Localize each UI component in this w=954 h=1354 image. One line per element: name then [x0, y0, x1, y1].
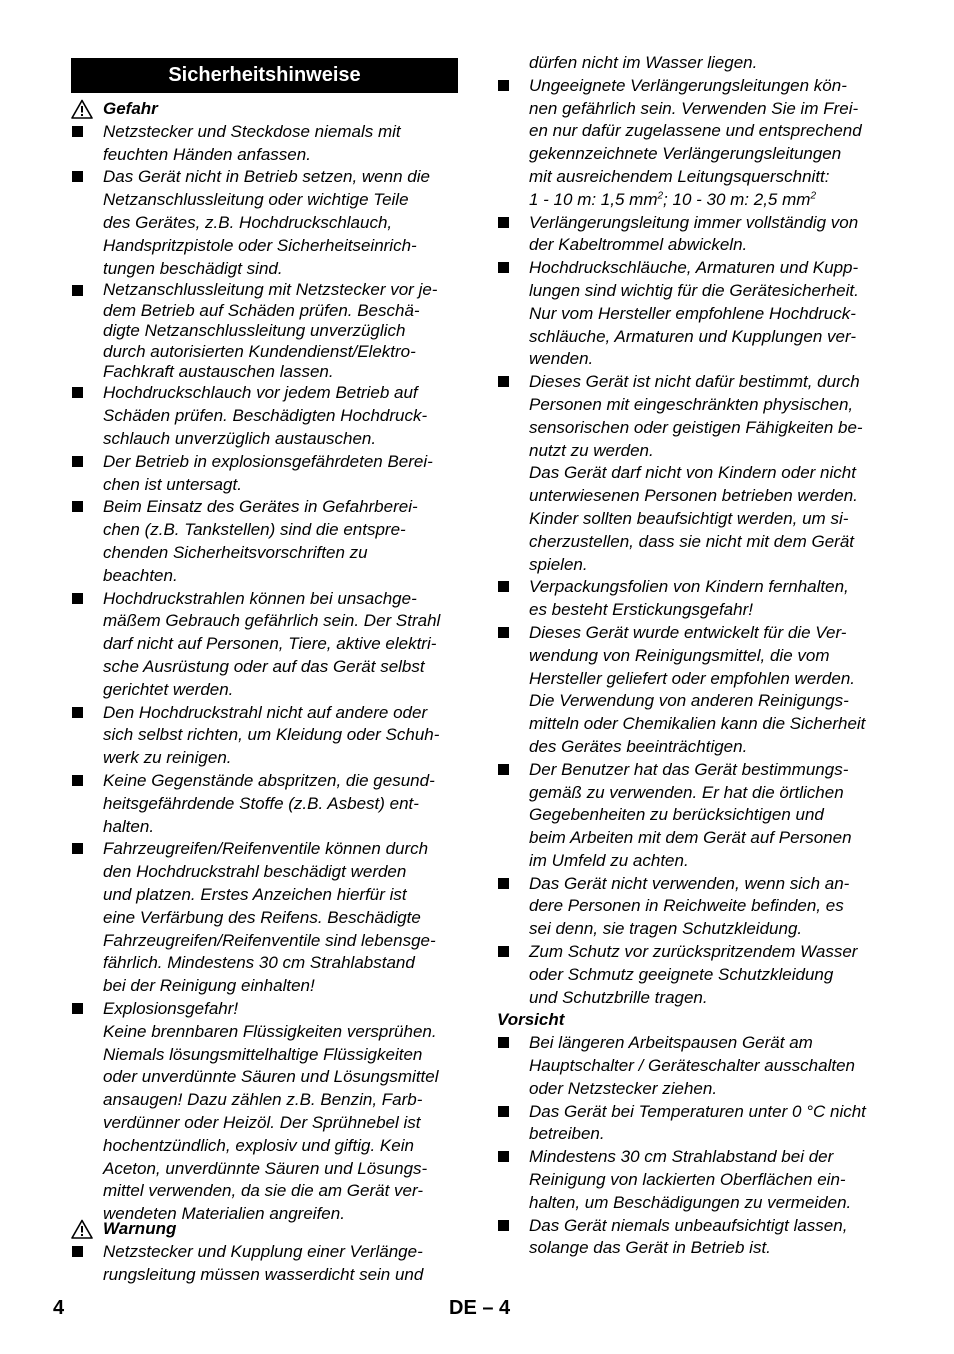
list-item-continuation: [497, 52, 887, 75]
text-line: chenden Sicherheitsvorschriften zu: [103, 542, 368, 562]
text-line: schlauch unverzüglich austauschen.: [103, 429, 377, 448]
list-item: [71, 838, 459, 998]
square-bullet-icon: [72, 171, 83, 182]
spec-part-a: 1 - 10 m: 1,5 mm: [529, 189, 658, 209]
text-line: gerichtet werden.: [103, 679, 234, 699]
text-line: unterwiesenen Personen betrieben werden.: [529, 486, 858, 506]
text-line: Netzstecker und Kupplung einer Verlänge-: [103, 1241, 423, 1261]
text-line: Dieses Gerät wurde entwickelt für die Ver-: [529, 622, 847, 642]
text-line: schläuche, Armaturen und Kupplungen ver-: [529, 326, 856, 346]
list-item: [71, 451, 459, 497]
list-item: [71, 166, 459, 280]
square-bullet-icon: [72, 501, 83, 512]
text-line: halten, um Beschädigungen zu vermeiden.: [529, 1192, 852, 1212]
text-line: Dieses Gerät ist nicht dafür bestimmt, durch: [529, 372, 860, 392]
text-line: Reinigung von lackierten Oberflächen ein-: [529, 1170, 846, 1190]
text-line: Personen mit eingeschränkten physischen,: [529, 394, 854, 414]
text-line: solange das Gerät in Betrieb ist.: [529, 1238, 771, 1258]
text-line: oder Schmutz geeignete Schutzkleidung: [529, 964, 834, 984]
gefahr-heading: [71, 98, 459, 121]
text-line: Kinder sollten beaufsichtigt werden, um si-: [529, 508, 849, 528]
text-line: der Kabeltrommel abwickeln.: [529, 235, 748, 255]
square-bullet-icon: [498, 1151, 509, 1162]
text-line: dere Personen in Reichweite befinden, es: [529, 896, 844, 916]
text-line: Keine brennbaren Flüssigkeiten versprühen.: [103, 1021, 437, 1041]
text-line: den Hochdruckstrahl beschädigt werden: [103, 862, 407, 882]
text-line: Schäden prüfen. Beschädigten Hochdruck-: [103, 406, 428, 426]
text-line: darf nicht auf Personen, Tiere, aktive elektri-: [103, 634, 437, 654]
text-line: oder Netzstecker ziehen.: [529, 1078, 718, 1098]
gefahr-list: [71, 121, 459, 1226]
text-line: hochentzündlich, explosiv und giftig. Kein: [103, 1135, 414, 1155]
text-line: lungen sind wichtig für die Gerätesicherheit.: [529, 280, 859, 300]
text-line: Netzanschlussleitung mit Netzstecker vor je-: [103, 280, 438, 300]
square-bullet-icon: [72, 1246, 83, 1257]
text-line: Nur vom Hersteller empfohlene Hochdruck-: [529, 303, 856, 323]
warning-triangle-icon: [71, 1219, 93, 1239]
text-line: dem Betrieb auf Schäden prüfen. Beschä-: [103, 300, 420, 320]
text-line: sche Ausrüstung oder auf das Gerät selbst: [103, 656, 425, 676]
text-line: digte Netzanschlussleitung unverzüglich: [103, 321, 406, 341]
text-line: Das Gerät bei Temperaturen unter 0 °C nicht: [529, 1101, 866, 1121]
text-line: des Gerätes beeinträchtigen.: [529, 736, 748, 756]
text-line: gemäß zu verwenden. Er hat die örtlichen: [529, 782, 844, 802]
square-bullet-icon: [72, 1003, 83, 1014]
text-line: gekennzeichnete Verlängerungsleitungen: [529, 144, 842, 164]
spec-sup-b: 2: [810, 190, 816, 202]
text-line: Fachkraft austauschen lassen.: [103, 362, 334, 381]
text-line: chen ist untersagt.: [103, 474, 242, 494]
text-line: spielen.: [529, 554, 588, 574]
text-line: Den Hochdruckstrahl nicht auf andere oder: [103, 702, 428, 722]
list-item: [71, 998, 459, 1226]
text-line: und platzen. Erstes Anzeichen hierfür ist: [103, 884, 407, 904]
text-line: und Schutzbrille tragen.: [529, 987, 708, 1007]
text-line: Verlängerungsleitung immer vollständig von: [529, 212, 859, 232]
list-item: [71, 121, 459, 167]
square-bullet-icon: [498, 80, 509, 91]
list-item: [497, 1146, 887, 1214]
text-line: Aceton, unverdünnte Säuren und Lösungs-: [103, 1158, 428, 1178]
text-line: Handspritzpistole oder Sicherheitseinrich-: [103, 235, 417, 255]
text-line: Hochdruckschläuche, Armaturen und Kupp-: [529, 258, 859, 278]
extension-text: [529, 75, 887, 189]
list-item: [71, 770, 459, 838]
warnung-label: Warnung: [103, 1219, 177, 1238]
square-bullet-icon: [72, 285, 83, 296]
text-line: wenden.: [529, 349, 594, 369]
text-line: bei der Reinigung einhalten!: [103, 976, 315, 996]
list-item: [497, 576, 887, 622]
list-item: [497, 941, 887, 1009]
square-bullet-icon: [72, 126, 83, 137]
vorsicht-heading: [497, 1009, 887, 1032]
square-bullet-icon: [498, 376, 509, 387]
text-line: mäßem Gebrauch gefährlich sein. Der Strahl: [103, 611, 441, 631]
text-line: feuchten Händen anfassen.: [103, 144, 311, 164]
text-line: beachten.: [103, 565, 178, 585]
spec-part-b: ; 10 - 30 m: 2,5 mm: [663, 189, 811, 209]
text-line: Bei längeren Arbeitspausen Gerät am: [529, 1033, 813, 1053]
spec-sup-a: 2: [657, 190, 664, 202]
warning-triangle-icon: [71, 99, 93, 119]
list-item: [71, 1241, 459, 1287]
text-line: fährlich. Mindestens 30 cm Strahlabstand: [103, 953, 415, 973]
text-line: rungsleitung müssen wasserdicht sein und: [103, 1264, 424, 1284]
list-item: [497, 1101, 887, 1147]
text-line: ansaugen! Dazu zählen z.B. Benzin, Farb-: [103, 1090, 423, 1110]
text-line: Gegebenheiten zu berücksichtigen und: [529, 805, 824, 825]
text-line: nen gefährlich sein. Verwenden Sie im Frei-: [529, 98, 859, 118]
text-line: Der Betrieb in explosionsgefährdeten Berei-: [103, 451, 433, 471]
text-line: Explosionsgefahr!: [103, 998, 239, 1018]
square-bullet-icon: [498, 1220, 509, 1231]
text-line: Hauptschalter / Geräteschalter ausschalten: [529, 1056, 856, 1076]
square-bullet-icon: [498, 946, 509, 957]
text-line: beim Arbeiten mit dem Gerät auf Personen: [529, 828, 852, 848]
text-line: heitsgefährdende Stoffe (z.B. Asbest) ent-: [103, 793, 419, 813]
gefahr-label: Gefahr: [103, 99, 158, 118]
text-line: wendeten Materialien angreifen.: [103, 1204, 345, 1224]
list-item: [497, 873, 887, 941]
text-line: betreiben.: [529, 1124, 605, 1144]
square-bullet-icon: [72, 707, 83, 718]
warnung-heading: [71, 1218, 459, 1241]
text-line: Das Gerät niemals unbeaufsichtigt lassen,: [529, 1215, 848, 1235]
text-line: im Umfeld zu achten.: [529, 850, 689, 870]
text-line: Zum Schutz vor zurückspritzendem Wasser: [529, 942, 858, 962]
text-line: Niemals lösungsmittelhaltige Flüssigkeiten: [103, 1044, 423, 1064]
square-bullet-icon: [72, 593, 83, 604]
cable-spec-line: [529, 189, 887, 212]
text-line: Beim Einsatz des Gerätes in Gefahrberei-: [103, 497, 418, 517]
text-line: sei denn, sie tragen Schutzkleidung.: [529, 919, 803, 939]
list-item: [71, 280, 459, 382]
text-line: eine Verfärbung des Reifens. Beschädigte: [103, 907, 421, 927]
text-line: mit ausreichendem Leitungsquerschnitt:: [529, 166, 830, 186]
text-line: durch autorisierten Kundendienst/Elektro-: [103, 341, 416, 361]
right-top-section: [497, 52, 887, 1260]
list-item-extension-cable: [497, 75, 887, 212]
text-line: Fahrzeugreifen/Reifenventile sind lebensge-: [103, 930, 436, 950]
list-item: [71, 496, 459, 587]
list-item: [71, 382, 459, 450]
square-bullet-icon: [498, 627, 509, 638]
text-line: cherzustellen, dass sie nicht mit dem Gerät: [529, 531, 855, 551]
vorsicht-list: [497, 1032, 887, 1260]
list-item: [497, 622, 887, 759]
list-item: [497, 212, 887, 258]
square-bullet-icon: [498, 262, 509, 273]
text-line: mitteln oder Chemikalien kann die Sicherheit: [529, 714, 866, 734]
text-line: werk zu reinigen.: [103, 748, 232, 768]
text-line: oder unverdünnte Säuren und Lösungsmittel: [103, 1067, 439, 1087]
list-item: [497, 371, 887, 576]
warnung-list: [71, 1241, 459, 1287]
text-line: halten.: [103, 816, 155, 836]
section-title: Sicherheitshinweise: [168, 64, 361, 86]
square-bullet-icon: [498, 581, 509, 592]
square-bullet-icon: [498, 1037, 509, 1048]
text-line: mittel verwenden, da sie die am Gerät ver-: [103, 1181, 423, 1201]
text-line: sensorischen oder geistigen Fähigkeiten be-: [529, 417, 863, 437]
text-line: Verpackungsfolien von Kindern fernhalten,: [529, 577, 849, 597]
continuation-text: dürfen nicht im Wasser liegen.: [529, 53, 758, 72]
list-item: [71, 702, 459, 770]
text-line: wendung von Reinigungsmittel, die vom: [529, 645, 830, 665]
text-line: Fahrzeugreifen/Reifenventile können durch: [103, 839, 429, 859]
text-line: Hersteller geliefert oder empfohlen werden.: [529, 668, 856, 688]
page-label: DE – 4: [449, 1297, 511, 1319]
list-item: [71, 588, 459, 702]
square-bullet-icon: [72, 456, 83, 467]
text-line: Der Benutzer hat das Gerät bestimmungs-: [529, 759, 849, 779]
text-line: Mindestens 30 cm Strahlabstand bei der: [529, 1147, 834, 1167]
text-line: Hochdruckschlauch vor jedem Betrieb auf: [103, 383, 418, 403]
text-line: es besteht Erstickungsgefahr!: [529, 600, 753, 620]
text-line: sich selbst richten, um Kleidung oder Schuh-: [103, 725, 440, 745]
list-item: [497, 257, 887, 371]
text-line: Das Gerät nicht verwenden, wenn sich an-: [529, 873, 850, 893]
list-item: [497, 759, 887, 873]
square-bullet-icon: [498, 878, 509, 889]
text-line: chen (z.B. Tankstellen) sind die entspre-: [103, 520, 406, 540]
text-line: Keine Gegenstände abspritzen, die gesund-: [103, 770, 435, 790]
text-line: Die Verwendung von anderen Reinigungs-: [529, 691, 849, 711]
text-line: Das Gerät nicht in Betrieb setzen, wenn die: [103, 167, 430, 187]
warnung-section: [71, 1218, 459, 1286]
right-list: [497, 212, 887, 1010]
text-line: Netzanschlussleitung oder wichtige Teile: [103, 190, 409, 210]
gefahr-section: [71, 98, 459, 1226]
square-bullet-icon: [72, 387, 83, 398]
text-line: verdünner oder Heizöl. Der Sprühnebel ist: [103, 1112, 421, 1132]
vorsicht-label: Vorsicht: [497, 1010, 565, 1030]
text-line: nutzt zu werden.: [529, 440, 654, 460]
list-item: [497, 1215, 887, 1261]
square-bullet-icon: [498, 1106, 509, 1117]
text-line: Ungeeignete Verlängerungsleitungen kön-: [529, 75, 847, 95]
square-bullet-icon: [72, 775, 83, 786]
list-item: [497, 1032, 887, 1100]
text-line: en nur dafür zugelassene und entsprechend: [529, 121, 862, 141]
square-bullet-icon: [498, 764, 509, 775]
page-number: 4: [53, 1297, 65, 1319]
section-title-bar: [71, 58, 458, 93]
square-bullet-icon: [498, 217, 509, 228]
text-line: tungen beschädigt sind.: [103, 258, 283, 278]
text-line: Hochdruckstrahlen können bei unsachge-: [103, 588, 417, 608]
text-line: Das Gerät darf nicht von Kindern oder nicht: [529, 463, 856, 483]
text-line: des Gerätes, z.B. Hochdruckschlauch,: [103, 212, 393, 232]
square-bullet-icon: [72, 843, 83, 854]
text-line: Netzstecker und Steckdose niemals mit: [103, 121, 401, 141]
